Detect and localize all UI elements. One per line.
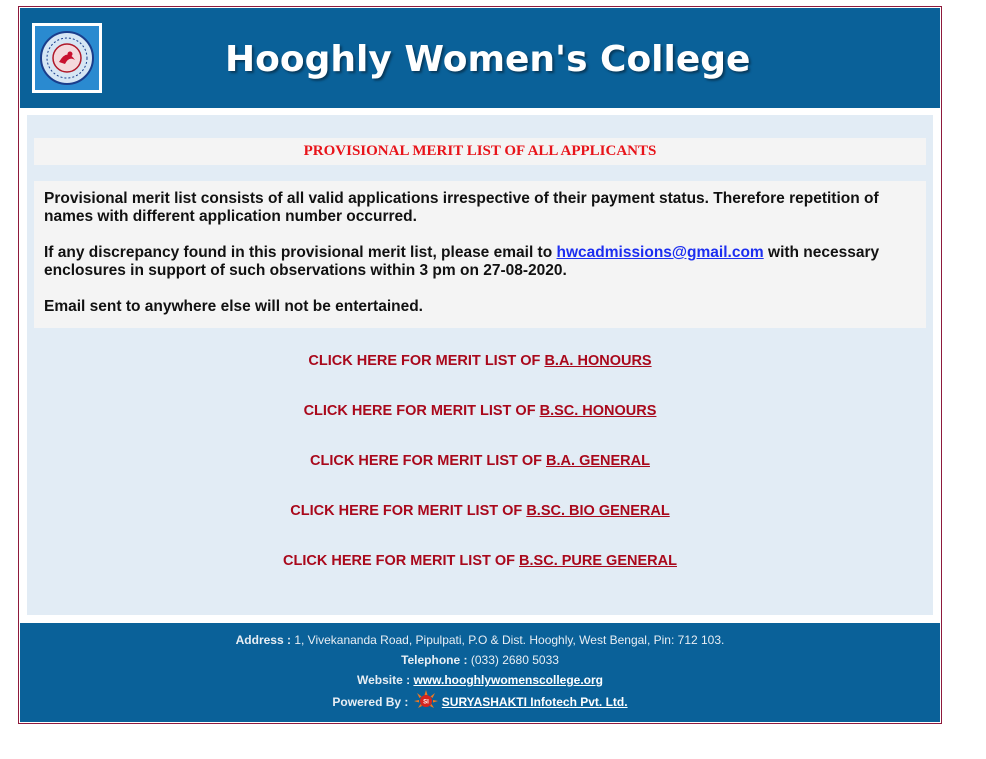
footer-website — [20, 670, 940, 690]
merit-link-row-ba-general — [34, 451, 926, 501]
college-logo[interactable] — [32, 23, 102, 93]
merit-links-list — [34, 351, 926, 601]
notice-text-before-email: If any discrepancy found in this provisional merit list, please email to — [44, 244, 557, 261]
ba-honours-link[interactable]: B.A. HONOURS — [544, 353, 652, 369]
telephone-value: (033) 2680 5033 — [467, 653, 559, 667]
bsc-bio-general-link[interactable]: B.SC. BIO GENERAL — [526, 503, 670, 519]
notice-paragraph-2 — [44, 244, 916, 280]
merit-link-row-ba-honours — [34, 351, 926, 401]
link-prefix: CLICK HERE FOR MERIT LIST OF — [310, 453, 547, 469]
bsc-honours-link[interactable]: B.SC. HONOURS — [539, 403, 657, 419]
svg-text:SI: SI — [422, 699, 429, 706]
college-title: Hooghly Women's College — [225, 39, 751, 80]
footer-telephone — [20, 650, 940, 670]
website-link[interactable]: www.hooghlywomenscollege.org — [413, 673, 604, 687]
link-prefix: CLICK HERE FOR MERIT LIST OF — [283, 553, 520, 569]
college-seal-icon — [35, 26, 99, 90]
site-footer — [20, 623, 940, 722]
telephone-label: Telephone : — [401, 653, 468, 667]
suryashakti-sun-icon — [414, 690, 438, 716]
footer-powered-by — [20, 690, 940, 710]
notice-paragraph-1: Provisional merit list consists of all valid applications irrespective of their payment status. Therefore repetition of names with different application number occurred. — [44, 190, 879, 225]
footer-address — [20, 630, 940, 650]
notice-text-after-email: with necessary enclosures in support of such observations within 3 pm on 27-08-2020. — [44, 244, 880, 279]
merit-link-row-bsc-honours — [34, 401, 926, 451]
page-frame — [18, 6, 942, 724]
powered-by-link[interactable]: SURYASHAKTI Infotech Pvt. Ltd. — [441, 695, 628, 710]
address-label: Address : — [235, 633, 291, 647]
website-label: Website : — [356, 673, 411, 687]
ba-general-link[interactable]: B.A. GENERAL — [546, 453, 650, 469]
address-value: 1, Vivekananda Road, Pipulpati, P.O & Dist. Hooghly, West Bengal, Pin: 712 103. — [290, 633, 725, 647]
link-prefix: CLICK HERE FOR MERIT LIST OF — [303, 403, 540, 419]
bsc-pure-general-link[interactable]: B.SC. PURE GENERAL — [519, 553, 677, 569]
link-prefix: CLICK HERE FOR MERIT LIST OF — [308, 353, 545, 369]
notice-paragraph-3: Email sent to anywhere else will not be entertained. — [44, 298, 423, 315]
powered-by-label: Powered By : — [332, 695, 409, 710]
main-content — [27, 115, 933, 615]
notice-box — [34, 181, 926, 328]
admissions-email-link[interactable]: hwcadmissions@gmail.com — [556, 244, 764, 261]
merit-link-row-bsc-pure-general — [34, 551, 926, 601]
link-prefix: CLICK HERE FOR MERIT LIST OF — [290, 503, 527, 519]
site-header — [20, 8, 940, 108]
merit-list-heading: PROVISIONAL MERIT LIST OF ALL APPLICANTS — [34, 138, 926, 165]
merit-link-row-bsc-bio-general — [34, 501, 926, 551]
